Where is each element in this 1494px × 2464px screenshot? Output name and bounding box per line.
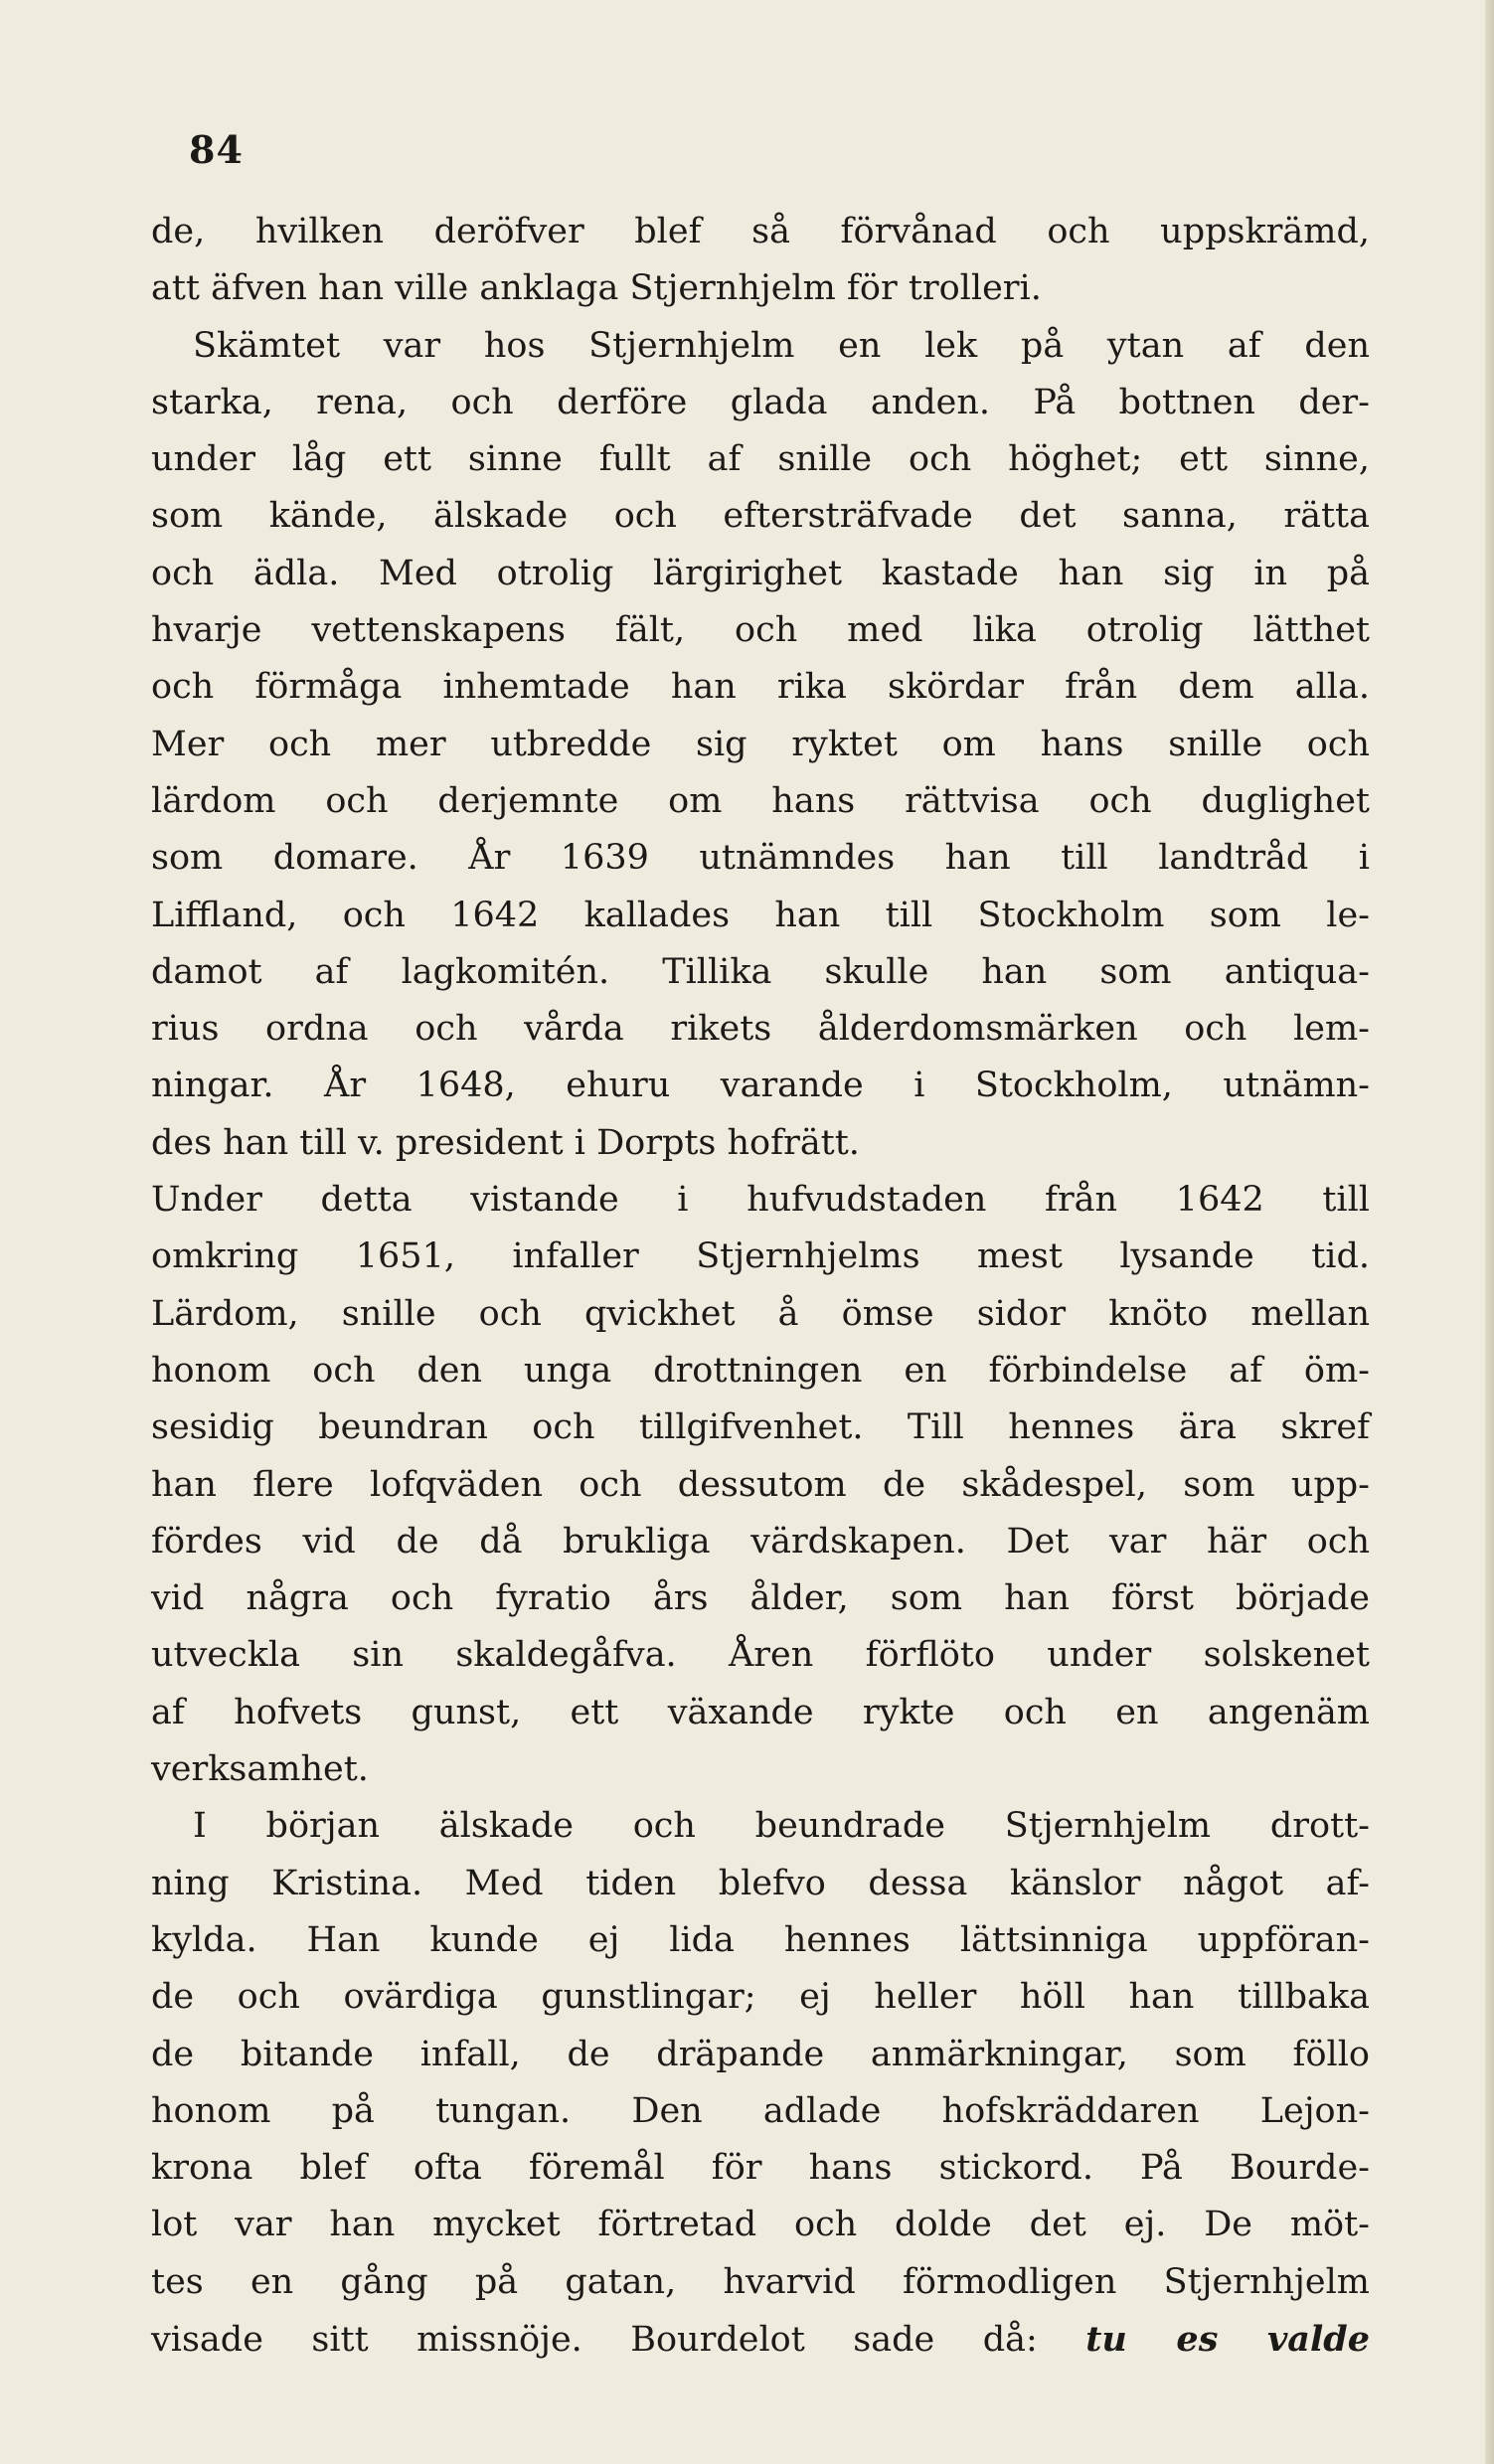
text-line-content: tes en gång på gatan, hvarvid förmodligen Stjernhjelm bbox=[151, 2261, 1370, 2302]
text-line-content: honom på tungan. Den adlade hofskräddaren Lejon- bbox=[151, 2090, 1370, 2131]
body-text bbox=[151, 204, 1370, 2368]
text-line bbox=[151, 659, 1370, 716]
text-line bbox=[151, 717, 1370, 773]
text-line bbox=[151, 1172, 1370, 1229]
text-line-content: lot var han mycket förtretad och dolde det ej. De möt- bbox=[151, 2205, 1370, 2245]
text-line-content: omkring 1651, infaller Stjernhjelms mest lysande tid. bbox=[151, 1236, 1370, 1277]
text-line-content: och ädla. Med otrolig lärgirighet kastade han sig in på bbox=[151, 553, 1370, 593]
text-line bbox=[151, 602, 1370, 659]
text-line bbox=[151, 1798, 1370, 1855]
text-line-content: damot af lagkomitén. Tillika skulle han som antiqua- bbox=[151, 951, 1370, 992]
text-line-content: de bitande infall, de dräpande anmärkningar, som föllo bbox=[151, 2034, 1370, 2074]
text-line-content: fördes vid de då brukliga värdskapen. Det var här och bbox=[151, 1521, 1370, 1561]
text-line bbox=[151, 1229, 1370, 1285]
text-line-content: Liffland, och 1642 kallades han till Stockholm som le- bbox=[151, 895, 1370, 935]
text-line-content: des han till v. president i Dorpts hofrätt. bbox=[151, 1122, 860, 1163]
text-line bbox=[151, 260, 1370, 317]
text-line-content: Skämtet var hos Stjernhjelm en lek på ytan af den bbox=[193, 325, 1370, 366]
text-line bbox=[151, 318, 1370, 375]
text-line bbox=[151, 1286, 1370, 1343]
text-line-content: Lärdom, snille och qvickhet å ömse sidor knöto mellan bbox=[151, 1293, 1370, 1334]
text-line bbox=[151, 2254, 1370, 2311]
text-line-content: hvarje vettenskapens fält, och med lika otrolig lätthet bbox=[151, 610, 1370, 651]
text-line-content: krona blef ofta föremål för hans stickord. På Bourde- bbox=[151, 2148, 1370, 2189]
text-line bbox=[151, 1343, 1370, 1399]
text-line-content: de och ovärdiga gunstlingar; ej heller höll han tillbaka bbox=[151, 1977, 1370, 2018]
text-line-content: ningar. År 1648, ehuru varande i Stockholm, utnämn- bbox=[151, 1066, 1370, 1106]
text-line bbox=[151, 431, 1370, 488]
text-line bbox=[151, 1856, 1370, 1912]
text-line bbox=[151, 1001, 1370, 1058]
text-line bbox=[151, 1058, 1370, 1114]
text-line bbox=[151, 375, 1370, 431]
text-line bbox=[151, 944, 1370, 1001]
text-line-content: de, hvilken deröfver blef så förvånad och uppskrämd, bbox=[151, 212, 1370, 251]
text-line-content: att äfven han ville anklaga Stjernhjelm för trolleri. bbox=[151, 268, 1042, 309]
text-line bbox=[151, 1570, 1370, 1627]
text-line-content: som kände, älskade och eftersträfvade det sanna, rätta bbox=[151, 496, 1370, 537]
text-line bbox=[151, 830, 1370, 887]
text-line bbox=[151, 1457, 1370, 1514]
text-line bbox=[151, 2027, 1370, 2083]
text-line bbox=[151, 546, 1370, 602]
text-line-content: under låg ett sinne fullt af snille och höghet; ett sinne, bbox=[151, 439, 1370, 480]
text-line-content: kylda. Han kunde ej lida hennes lättsinniga uppföran- bbox=[151, 1919, 1370, 1960]
text-line bbox=[151, 2311, 1370, 2368]
text-line bbox=[151, 1969, 1370, 2026]
text-line bbox=[151, 1627, 1370, 1684]
text-line-content: sesidig beundran och tillgifvenhet. Till hennes ära skref bbox=[151, 1407, 1370, 1448]
page-edge bbox=[1485, 0, 1494, 2464]
text-line bbox=[151, 1399, 1370, 1456]
text-line bbox=[151, 1912, 1370, 1969]
text-line-content: honom och den unga drottningen en förbindelse af öm- bbox=[151, 1350, 1370, 1391]
text-line bbox=[151, 1685, 1370, 1741]
text-line bbox=[151, 2083, 1370, 2140]
text-line-content: af hofvets gunst, ett växande rykte och en angenäm bbox=[151, 1692, 1370, 1732]
text-line-content: utveckla sin skaldegåfva. Åren förflöto under solskenet bbox=[151, 1635, 1370, 1676]
text-line bbox=[151, 773, 1370, 830]
text-line bbox=[151, 1514, 1370, 1570]
text-line-content: starka, rena, och derföre glada anden. På bottnen der- bbox=[151, 382, 1370, 422]
text-line-content: I början älskade och beundrade Stjernhjelm drott- bbox=[193, 1806, 1370, 1847]
text-line-content: Mer och mer utbredde sig ryktet om hans snille och bbox=[151, 724, 1370, 764]
text-line-content: verksamhet. bbox=[151, 1749, 369, 1790]
text-line-content: och förmåga inhemtade han rika skördar från dem alla. bbox=[151, 667, 1370, 708]
text-line-content: visade sitt missnöje. Bourdelot sade då: bbox=[151, 2319, 1038, 2360]
text-line-content: rius ordna och vårda rikets ålderdomsmärken och lem- bbox=[151, 1009, 1370, 1050]
text-line bbox=[151, 1115, 1370, 1172]
text-line bbox=[151, 888, 1370, 944]
text-line-content: som domare. År 1639 utnämndes han till landtråd i bbox=[151, 838, 1370, 879]
text-line bbox=[151, 2140, 1370, 2197]
text-line bbox=[151, 488, 1370, 545]
text-line-content: han flere lofqväden och dessutom de skådespel, som upp- bbox=[151, 1464, 1370, 1505]
text-line bbox=[151, 1741, 1370, 1798]
text-line bbox=[151, 2197, 1370, 2253]
text-line-content: Under detta vistande i hufvudstaden från 1642 till bbox=[151, 1180, 1370, 1221]
text-line bbox=[151, 204, 1370, 260]
page-number: 84 bbox=[189, 127, 244, 172]
latin-quote: tu es valde bbox=[1085, 2318, 1370, 2360]
text-line-content: ning Kristina. Med tiden blefvo dessa känslor något af- bbox=[151, 1863, 1370, 1903]
text-line-content: vid några och fyratio års ålder, som han först började bbox=[151, 1578, 1370, 1619]
text-line-content: lärdom och derjemnte om hans rättvisa och duglighet bbox=[151, 780, 1370, 821]
